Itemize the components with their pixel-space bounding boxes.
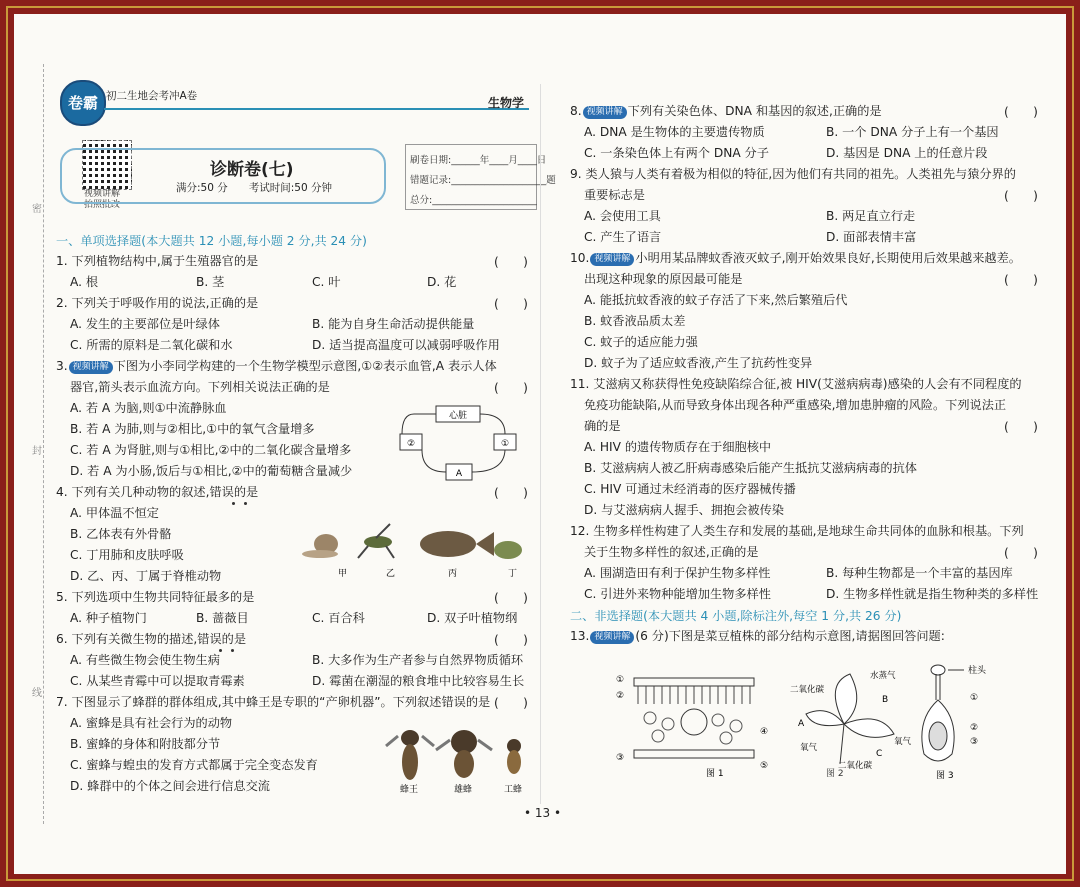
- spongy-layer: [644, 712, 742, 744]
- fig3-marker-1: ①: [970, 693, 979, 703]
- q3-stem-2: 器官,箭头表示血流方向。下列相关说法正确的是: [70, 380, 330, 394]
- q10-stem-text: 小明用某品牌蚊香液灭蚊子,刚开始效果良好,长期使用后效果越来越差。: [635, 251, 1021, 265]
- exam-page: [14, 14, 1066, 874]
- fig2-vapor: 水蒸气: [870, 671, 896, 681]
- binding-mark-1: 密: [32, 204, 42, 215]
- q4-stem: 4. 下列有关几种动物的叙述,错误的是: [56, 485, 259, 499]
- q2-answer[interactable]: ( ): [494, 297, 528, 311]
- q8-stem-text: 下列有关染色体、DNA 和基因的叙述,正确的是: [627, 104, 882, 118]
- q11-stem-1: 11. 艾滋病又称获得性免疫缺陷综合征,被 HIV(艾滋病病毒)感染的人会有不同程度的: [570, 377, 1022, 391]
- fig1-marker-4: ④: [760, 727, 769, 737]
- q1-option-b: B. 茎: [196, 275, 225, 289]
- heart-label: 心脏: [448, 411, 468, 421]
- qr-caption-2: 拍照批改: [84, 200, 121, 210]
- vessel-2-label: ②: [406, 439, 416, 449]
- q3-option-b: B. 若 A 为肺,则与②相比,①中的氧气含量增多: [70, 422, 315, 436]
- q13-stem: [570, 628, 945, 644]
- video-badge-q3[interactable]: 视频讲解: [69, 361, 113, 374]
- fig1-marker-2: ②: [616, 691, 625, 701]
- fig2-caption-visible: 图 2: [826, 769, 844, 779]
- bees-figure: [380, 716, 540, 796]
- q9-answer[interactable]: ( ): [1004, 189, 1038, 203]
- fig2-label-c: C: [876, 749, 883, 759]
- animal-label-bing: 丙: [448, 569, 458, 579]
- epidermis-bottom: [634, 750, 754, 758]
- header-rule: [104, 108, 529, 110]
- q3-option-c: C. 若 A 为肾脏,则与①相比,②中的二氧化碳含量增多: [70, 443, 352, 457]
- fig2-o2-right: 氧气: [894, 737, 912, 747]
- q5-option-b: B. 蔷薇目: [196, 611, 249, 625]
- q11-option-a: A. HIV 的遗传物质存在于细胞核中: [584, 440, 772, 454]
- q7-answer[interactable]: ( ): [494, 696, 528, 710]
- q2-option-a: A. 发生的主要部位是叶绿体: [70, 317, 220, 331]
- exam-info: 满分:50 分 考试时间:50 分钟: [176, 182, 332, 194]
- q1-option-a: A. 根: [70, 275, 99, 289]
- figure-3-pistil: [914, 660, 1024, 780]
- emphasis-dot: [244, 502, 247, 505]
- q3-option-d: D. 若 A 为小肠,饭后与①相比,②中的葡萄糖含量减少: [70, 464, 353, 478]
- q6-option-b: B. 大多作为生产者参与自然界物质循环: [312, 653, 524, 667]
- q11-option-d: D. 与艾滋病病人握手、拥抱会被传染: [584, 503, 784, 517]
- q4-answer[interactable]: ( ): [494, 486, 528, 500]
- q10-stem-2: 出现这种现象的原因最可能是: [584, 272, 743, 286]
- q8-option-d: D. 基因是 DNA 上的任意片段: [826, 146, 988, 160]
- q2-option-c: C. 所需的原料是二氧化碳和水: [70, 338, 233, 352]
- q12-option-d: D. 生物多样性就是指生物种类的多样性: [826, 587, 1039, 601]
- subject-label: 生物学: [488, 96, 525, 110]
- q5-answer[interactable]: ( ): [494, 591, 528, 605]
- q10-option-d: D. 蚊子为了适应蚊香液,产生了抗药性变异: [584, 356, 813, 370]
- video-badge-q8[interactable]: 视频讲解: [583, 106, 627, 119]
- section-1-heading: 一、单项选择题(本大题共 12 小题,每小题 2 分,共 24 分): [56, 234, 367, 248]
- q2-option-d: D. 适当提高温度可以减弱呼吸作用: [312, 338, 500, 352]
- record-date[interactable]: 刷卷日期:______年____月____日: [410, 155, 547, 166]
- q3-stem-text: 下图为小李同学构建的一个生物学模型示意图,①②表示血管,A 表示人体: [113, 359, 497, 373]
- q5-stem: 5. 下列选项中生物共同特征最多的是: [56, 590, 255, 604]
- q6-option-c: C. 从某些青霉中可以提取青霉素: [70, 674, 245, 688]
- fig2-o2-left: 氧气: [800, 743, 818, 753]
- q10-option-a: A. 能抵抗蚊香液的蚊子存活了下来,然后繁殖后代: [584, 293, 848, 307]
- q13-number: 13.: [570, 629, 590, 643]
- q12-option-a: A. 围湖造田有利于保护生物多样性: [584, 566, 771, 580]
- q3-stem-1: [56, 358, 497, 374]
- q8-option-b: B. 一个 DNA 分子上有一个基因: [826, 125, 999, 139]
- fig2-co2-bottom: 二氧化碳: [838, 761, 873, 771]
- q9-stem-2: 重要标志是: [584, 188, 645, 202]
- q12-option-c: C. 引进外来物种能增加生物多样性: [584, 587, 771, 601]
- logo-text: 卷霸: [67, 94, 98, 112]
- q9-option-a: A. 会使用工具: [584, 209, 661, 223]
- q1-option-c: C. 叶: [312, 275, 341, 289]
- fig1-marker-3: ③: [616, 753, 625, 763]
- frog-image: [494, 541, 522, 559]
- q8-stem: [570, 103, 882, 119]
- q5-option-a: A. 种子植物门: [70, 611, 147, 625]
- exam-title: 诊断卷(七): [210, 160, 294, 180]
- q7-stem: 7. 下图显示了蜂群的群体组成,其中蜂王是专职的“产卵机器”。下列叙述错误的是: [56, 695, 491, 709]
- figure-1-leaf-section: [614, 664, 779, 779]
- leaf-shape-1: [835, 674, 856, 724]
- q3-answer[interactable]: ( ): [494, 381, 528, 395]
- fig2-co2-top: 二氧化碳: [790, 685, 825, 695]
- record-errors[interactable]: 错题记录:____________________题: [410, 175, 556, 186]
- fig2-label-a: A: [798, 719, 805, 729]
- page-number: • 13 •: [524, 806, 562, 820]
- animal-label-jia: 甲: [338, 569, 348, 579]
- animal-label-yi: 乙: [386, 569, 396, 579]
- q8-number: 8.: [570, 104, 582, 118]
- queen-bee-image: [386, 730, 434, 780]
- q1-option-d: D. 花: [427, 275, 457, 289]
- animals-figure: [298, 512, 528, 582]
- drone-label: 雄蜂: [454, 785, 473, 795]
- q2-stem: 2. 下列关于呼吸作用的说法,正确的是: [56, 296, 259, 310]
- q8-answer[interactable]: ( ): [1004, 105, 1038, 119]
- video-badge-q10[interactable]: 视频讲解: [590, 253, 634, 266]
- q10-answer[interactable]: ( ): [1004, 273, 1038, 287]
- q8-option-c: C. 一条染色体上有两个 DNA 分子: [584, 146, 769, 160]
- stem: [840, 724, 844, 764]
- leaf-shape-2: [844, 719, 894, 737]
- figure-2-leaf-gas-exchange: [784, 664, 919, 779]
- q12-answer[interactable]: ( ): [1004, 546, 1038, 560]
- fig3-marker-2: ②: [970, 723, 979, 733]
- q4-option-d: D. 乙、丙、丁属于脊椎动物: [70, 569, 222, 583]
- q10-option-c: C. 蚊子的适应能力强: [584, 335, 698, 349]
- drone-bee-image: [436, 730, 492, 778]
- vessel-1-label: ①: [500, 439, 510, 449]
- q4-option-a: A. 甲体温不恒定: [70, 506, 159, 520]
- fig1-marker-5: ⑤: [760, 761, 769, 771]
- locust-image: [358, 524, 394, 558]
- q13-stem-text: (6 分)下图是菜豆植株的部分结构示意图,请据图回答问题:: [635, 629, 945, 643]
- q12-stem-2: 关于生物多样性的叙述,正确的是: [584, 545, 759, 559]
- palisade-layer: [638, 686, 750, 704]
- organ-a-label: A: [455, 469, 463, 479]
- epidermis-top: [634, 678, 754, 686]
- q3-number: 3.: [56, 359, 68, 373]
- q11-stem-3: 确的是: [584, 419, 621, 433]
- binding-line: [43, 64, 44, 824]
- section-2-heading: 二、非选择题(本大题共 4 小题,除标注外,每空 1 分,共 26 分): [570, 609, 902, 623]
- q3-option-a: A. 若 A 为脑,则①中流静脉血: [70, 401, 227, 415]
- snail-image: [302, 534, 338, 558]
- binding-mark-2: 封: [32, 446, 42, 457]
- q11-option-b: B. 艾滋病病人被乙肝病毒感染后能产生抵抗艾滋病病毒的抗体: [584, 461, 917, 475]
- emphasis-dot: [232, 502, 235, 505]
- q12-option-b: B. 每种生物都是一个丰富的基因库: [826, 566, 1013, 580]
- worker-bee-image: [507, 739, 521, 774]
- q11-answer[interactable]: ( ): [1004, 420, 1038, 434]
- series-title: 初二生地会考冲A卷: [106, 90, 198, 102]
- fig2-label-b: B: [882, 695, 889, 705]
- q9-option-b: B. 两足直立行走: [826, 209, 916, 223]
- stigma: [931, 665, 945, 675]
- q7-option-a: A. 蜜蜂是具有社会行为的动物: [70, 716, 233, 730]
- q9-option-d: D. 面部表情丰富: [826, 230, 917, 244]
- q6-answer[interactable]: ( ): [494, 633, 528, 647]
- q9-stem-1: 9. 类人猿与人类有着极为相似的特征,因为他们有共同的祖先。人类祖先与猿分界的: [570, 167, 1016, 181]
- q11-option-c: C. HIV 可通过未经消毒的医疗器械传播: [584, 482, 796, 496]
- record-score[interactable]: 总分:______________________: [410, 195, 537, 206]
- fig3-stigma-label: 柱头: [968, 666, 987, 676]
- q7-option-b: B. 蜜蜂的身体和附肢都分节: [70, 737, 221, 751]
- q10-stem-1: [570, 250, 1021, 266]
- q1-stem: 1. 下列植物结构中,属于生殖器官的是: [56, 254, 259, 268]
- q12-stem-1: 12. 生物多样性构建了人类生存和发展的基础,是地球生命共同体的血脉和根基。下列: [570, 524, 1024, 538]
- video-badge-q13[interactable]: 视频讲解: [590, 631, 634, 644]
- fig3-caption: 图 3: [936, 771, 954, 780]
- q6-option-a: A. 有些微生物会使生物生病: [70, 653, 220, 667]
- q10-number: 10.: [570, 251, 590, 265]
- style: [936, 674, 940, 700]
- q6-stem: 6. 下列有关微生物的描述,错误的是: [56, 632, 247, 646]
- q1-answer[interactable]: ( ): [494, 255, 528, 269]
- emphasis-dot: [231, 649, 234, 652]
- q4-option-b: B. 乙体表有外骨骼: [70, 527, 172, 541]
- animal-label-ding: 丁: [508, 569, 518, 579]
- qr-caption-1: 视频讲解: [84, 189, 121, 199]
- q8-option-a: A. DNA 是生物体的主要遗传物质: [584, 125, 765, 139]
- leaf-shape-3: [806, 711, 844, 726]
- queen-label: 蜂王: [400, 785, 419, 795]
- ovule: [929, 722, 947, 750]
- q5-option-d: D. 双子叶植物纲: [427, 611, 518, 625]
- fish-image: [420, 531, 494, 557]
- logo-badge: [60, 80, 106, 126]
- q2-option-b: B. 能为自身生命活动提供能量: [312, 317, 475, 331]
- binding-mark-3: 线: [32, 688, 42, 699]
- q5-option-c: C. 百合科: [312, 611, 365, 625]
- q9-option-c: C. 产生了语言: [584, 230, 662, 244]
- fig1-marker-1: ①: [616, 675, 625, 685]
- q10-option-b: B. 蚊香液品质太差: [584, 314, 686, 328]
- circulation-diagram: [394, 402, 534, 482]
- q7-option-c: C. 蜜蜂与蝗虫的发育方式都属于完全变态发育: [70, 758, 318, 772]
- fig3-marker-3: ③: [970, 737, 979, 747]
- q6-option-d: D. 霉菌在潮湿的粮食堆中比较容易生长: [312, 674, 525, 688]
- column-divider: [540, 84, 541, 804]
- worker-label: 工蜂: [504, 785, 523, 795]
- q4-option-c: C. 丁用肺和皮肤呼吸: [70, 548, 184, 562]
- q11-stem-2: 免疫功能缺陷,从而导致身体出现各种严重感染,增加患肿瘤的风险。下列说法正: [584, 398, 1007, 412]
- q7-option-d: D. 蜂群中的个体之间会进行信息交流: [70, 779, 270, 793]
- fig1-caption: 图 1: [706, 769, 724, 779]
- vein: [681, 709, 707, 735]
